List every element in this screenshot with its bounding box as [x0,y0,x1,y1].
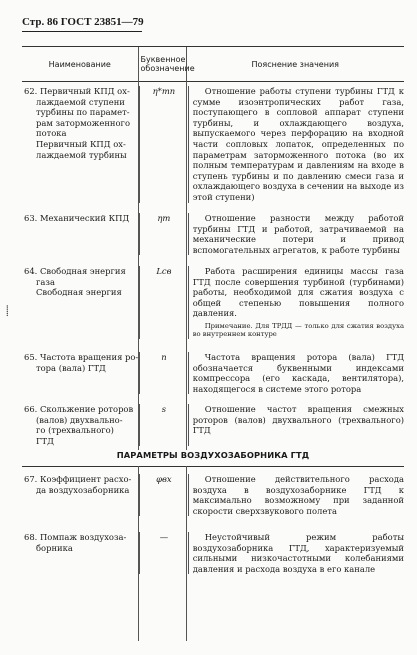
definition-64: Работа расширения единицы массы газа ГТД после совершения турбиной (турбинами) работы, необходимой для сжатия воздуха с общей степенью повышения полного давления. [192,266,405,319]
definition-65: Частота вращения ротора (вала) ГТД обозначается буквенными индексами компрессора (его каскада, вентилятора), находящегося в системе этого ротора [188,352,404,394]
column-header-name: Наименование [22,47,138,82]
term-64: 64. Свободная энергия газа Свободная энергия [24,266,126,298]
note-64: Примечание. Для ТРДД — только для сжатия воздуха во внутреннем контуре [192,321,405,339]
symbol-66: s [139,404,188,446]
column-header-explanation: Пояснение значения [186,47,404,82]
term-68: 68. Помпаж воздухоза- борника [24,532,127,553]
term-66: 66. Скольжение роторов (валов) двухвально- го (трехвального) ГТД [24,404,134,446]
header-rule [22,31,142,32]
symbol-64: Lсв [139,266,188,339]
page-header: Стр. 86 ГОСТ 23851—79 [22,16,144,28]
table-row [22,86,404,203]
definition-68: Неустойчивый режим работы воздухозаборника ГТД, характеризуемый сильными низкочастотными колебаниями давления и расхода воздуха в его канале [188,532,404,574]
symbol-65: n [139,352,188,394]
symbol-68: — [139,532,188,574]
section-rule [22,466,404,467]
definition-63: Отношение разности между работой турбины ГТД и работой, затрачиваемой на механические потери и привод вспомогательных агрегатов, к работе турбины [188,213,404,255]
symbol-63: ηm [139,213,188,255]
table-row [22,404,404,446]
term-62: 62. Первичный КПД ох- лаждаемой ступени турбины по парамет- рам заторможенного потока Первичный КПД ох- лаждаемой турбины [24,86,130,160]
margin-mark: ⸽ [6,306,9,317]
term-67: 67. Коэффициент расхо- да воздухозаборника [24,474,132,495]
term-65: 65. Частота вращения ро- тора (вала) ГТД [24,352,139,373]
definition-62: Отношение работы ступени турбины ГТД к сумме изоэнтропических работ газа, поступающего в сопловой аппарат ступени турбины, и охлаждающего воздуха, выпускаемого через перфорацию на входной части сопловых лопаток, определенных по параметрам заторможенного потока (во их полным температурам и давлениям на входе в ступень турбины и по давлению смеси газа и охлаждающего воздуха в сечении на выходе из этой ступени) [188,86,404,203]
table-row [22,352,404,394]
table-header [22,46,404,82]
explanation-64 [188,266,404,339]
symbol-62: η*тп [139,86,188,203]
symbol-67: φвх [139,474,188,516]
table-row [22,474,404,516]
definition-67: Отношение действительного расхода воздуха в воздухозаборнике ГТД к максимально возможному при заданной скорости сверхзвукового полета [188,474,404,516]
section-title: ПАРАМЕТРЫ ВОЗДУХОЗАБОРНИКА ГТД [116,450,310,460]
table-row [22,266,404,339]
term-63: 63. Механический КПД [24,213,130,223]
column-header-symbol: Буквенное обозначение [138,47,186,82]
table-row [22,532,404,574]
table-row [22,213,404,255]
definition-66: Отношение частот вращения смежных роторов (валов) двухвального (трехвального) ГТД [188,404,404,446]
